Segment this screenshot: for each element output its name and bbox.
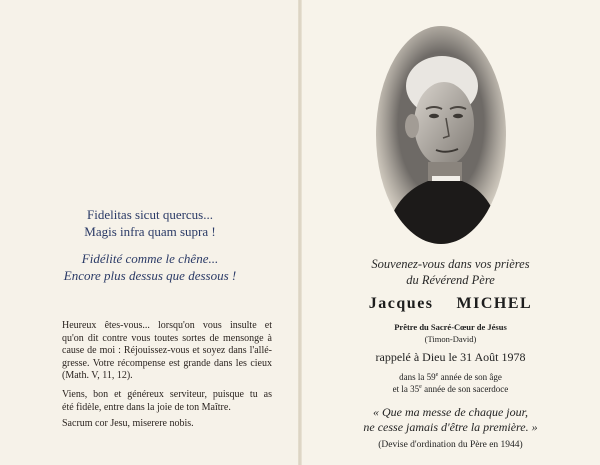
priest-role: Prêtre du Sacré-Cœur de Jésus bbox=[394, 322, 507, 332]
age-pre: dans la 59 bbox=[399, 372, 436, 382]
sacrum-line: Sacrum cor Jesu, miserere nobis. bbox=[62, 418, 194, 429]
quote-line-2: ne cesse jamais d'être la première. » bbox=[363, 420, 538, 434]
death-date: rappelé à Dieu le 31 Août 1978 bbox=[375, 350, 526, 364]
servant-paragraph bbox=[62, 389, 272, 414]
quote-line-1: « Que ma messe de chaque jour, bbox=[373, 405, 528, 419]
last-name: MICHEL bbox=[456, 295, 533, 312]
sacer-pre: et la 35 bbox=[392, 384, 420, 394]
first-name: Jacques bbox=[368, 295, 434, 312]
age-line bbox=[301, 372, 600, 382]
french-line-2: Encore plus dessus que dessous ! bbox=[63, 268, 237, 283]
latin-line-1: Fidelitas sicut quercus... bbox=[86, 207, 213, 222]
french-line-1: Fidélité comme le chêne... bbox=[81, 251, 219, 266]
beatitude-line: qu'on dit contre vous toutes sortes de mensonge à bbox=[62, 332, 272, 344]
portrait-photo bbox=[376, 26, 506, 244]
sacer-post: année de son sacerdoce bbox=[424, 384, 509, 394]
servant-line: été fidèle, entre dans la joie de ton Maître. bbox=[62, 401, 231, 413]
sacerdoce-line bbox=[301, 384, 600, 394]
age-post: année de son âge bbox=[440, 372, 502, 382]
sacer-sup: e bbox=[419, 384, 422, 390]
beatitude-line: cause de moi : Réjouissez-vous et soyez dans l'allé- bbox=[62, 345, 272, 356]
beatitude-line: gresse. Votre récompense est grande dans les cieux bbox=[62, 357, 272, 369]
age-sup: e bbox=[435, 372, 439, 378]
devise-note: (Devise d'ordination du Père en 1944) bbox=[378, 440, 523, 450]
beatitude-paragraph bbox=[62, 320, 272, 383]
order-name: (Timon-David) bbox=[424, 334, 477, 344]
souvenez-line-1: Souvenez-vous dans vos prières bbox=[371, 257, 530, 271]
beatitude-line: (Math. V, 11, 12). bbox=[62, 370, 133, 381]
portrait-image bbox=[376, 26, 506, 244]
deceased-name bbox=[301, 295, 600, 313]
servant-line: Viens, bon et généreux serviteur, puisque tu as bbox=[62, 389, 272, 400]
latin-line-2: Magis infra quam supra ! bbox=[84, 224, 216, 239]
beatitude-line: Heureux êtes-vous... lorsqu'on vous insulte et bbox=[62, 320, 272, 331]
souvenez-line-2: du Révérend Père bbox=[406, 273, 495, 287]
